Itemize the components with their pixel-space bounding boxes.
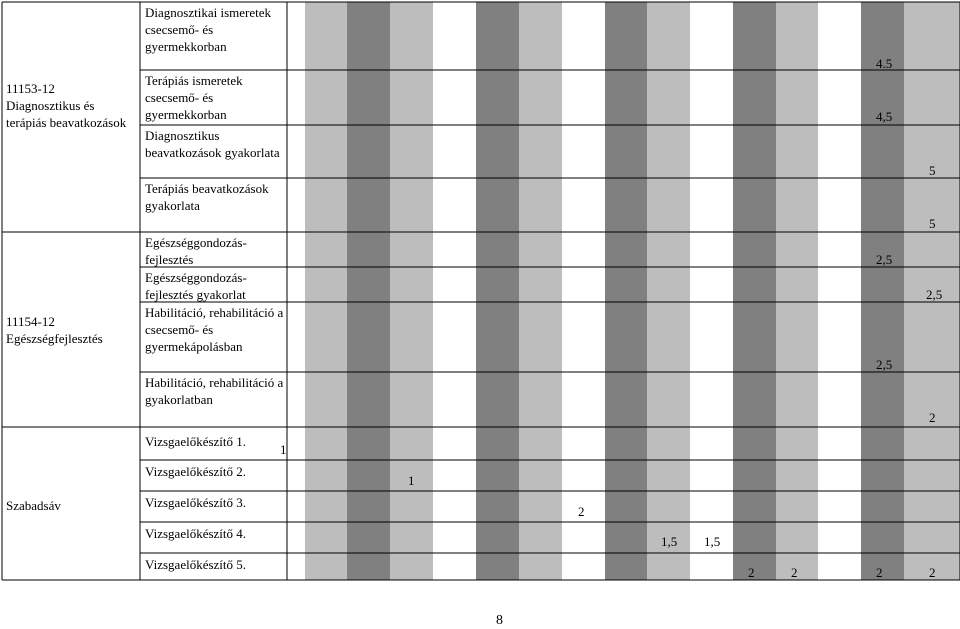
value-row-13-a: 2 [748,565,755,580]
grid-column-4 [433,2,476,580]
subject-row-13: Vizsgaelőkészítő 5. [145,557,247,572]
grid-column-7 [562,2,605,580]
subject-row-2: Terápiás ismeretek csecsemő- és gyermekkorban [145,73,243,122]
subject-row-3: Diagnosztikus beavatkozások gyakorlata [145,128,280,160]
value-row-7: 2,5 [876,357,893,372]
subject-row-7: Habilitáció, rehabilitáció a csecsemő- és gyermekápolásban [145,305,284,354]
page-number: 8 [496,613,503,628]
value-row-13-b: 2 [791,565,798,580]
value-row-13-d: 2 [929,565,936,580]
value-row-5: 2,5 [876,252,893,267]
value-row-3: 5 [929,163,936,178]
subject-row-4: Terápiás beavatkozások gyakorlata [145,181,269,213]
subject-row-11: Vizsgaelőkészítő 3. [145,495,247,510]
grid-column-3 [390,2,433,580]
subject-row-9: Vizsgaelőkészítő 1. [145,434,247,449]
subject-row-1: Diagnosztikai ismeretek csecsemő- és gyermekkorban [145,5,271,54]
value-row-12-a: 1,5 [661,534,678,549]
value-row-11: 2 [578,504,585,519]
grid-column-10 [690,2,733,580]
grid-column-6 [519,2,562,580]
subject-row-8: Habilitáció, rehabilitáció a gyakorlatban [145,375,284,407]
grid-column-11 [733,2,776,580]
grid-column-13 [818,2,861,580]
grid-column-12 [776,2,818,580]
module-health-development: 11154-12 Egészségfejlesztés [6,314,103,346]
subject-row-10: Vizsgaelőkészítő 2. [145,464,247,479]
module-free-band: Szabadsáv [6,498,61,513]
module-diagnostic-therapeutic: 11153-12 Diagnosztikus és terápiás beavatkozások [6,81,127,130]
grid-column-8 [605,2,647,580]
value-row-4: 5 [929,216,936,231]
value-row-12-b: 1,5 [704,534,721,549]
value-row-1: 4.5 [876,56,893,71]
subject-row-6: Egészséggondozás-fejlesztés gyakorlat [145,270,247,302]
grid-column-5 [476,2,519,580]
grid-column-14 [861,2,904,580]
subject-row-5: Egészséggondozás-fejlesztés [145,235,247,267]
value-row-6: 2,5 [926,287,943,302]
value-row-10: 1 [408,473,415,488]
grid-column-1 [305,2,347,580]
value-row-2: 4,5 [876,109,893,124]
grid-column-2 [347,2,390,580]
value-row-8: 2 [929,410,936,425]
value-row-9: 1 [280,442,287,457]
value-row-13-c: 2 [876,565,883,580]
grid-column-9 [647,2,690,580]
subject-row-12: Vizsgaelőkészítő 4. [145,526,247,541]
